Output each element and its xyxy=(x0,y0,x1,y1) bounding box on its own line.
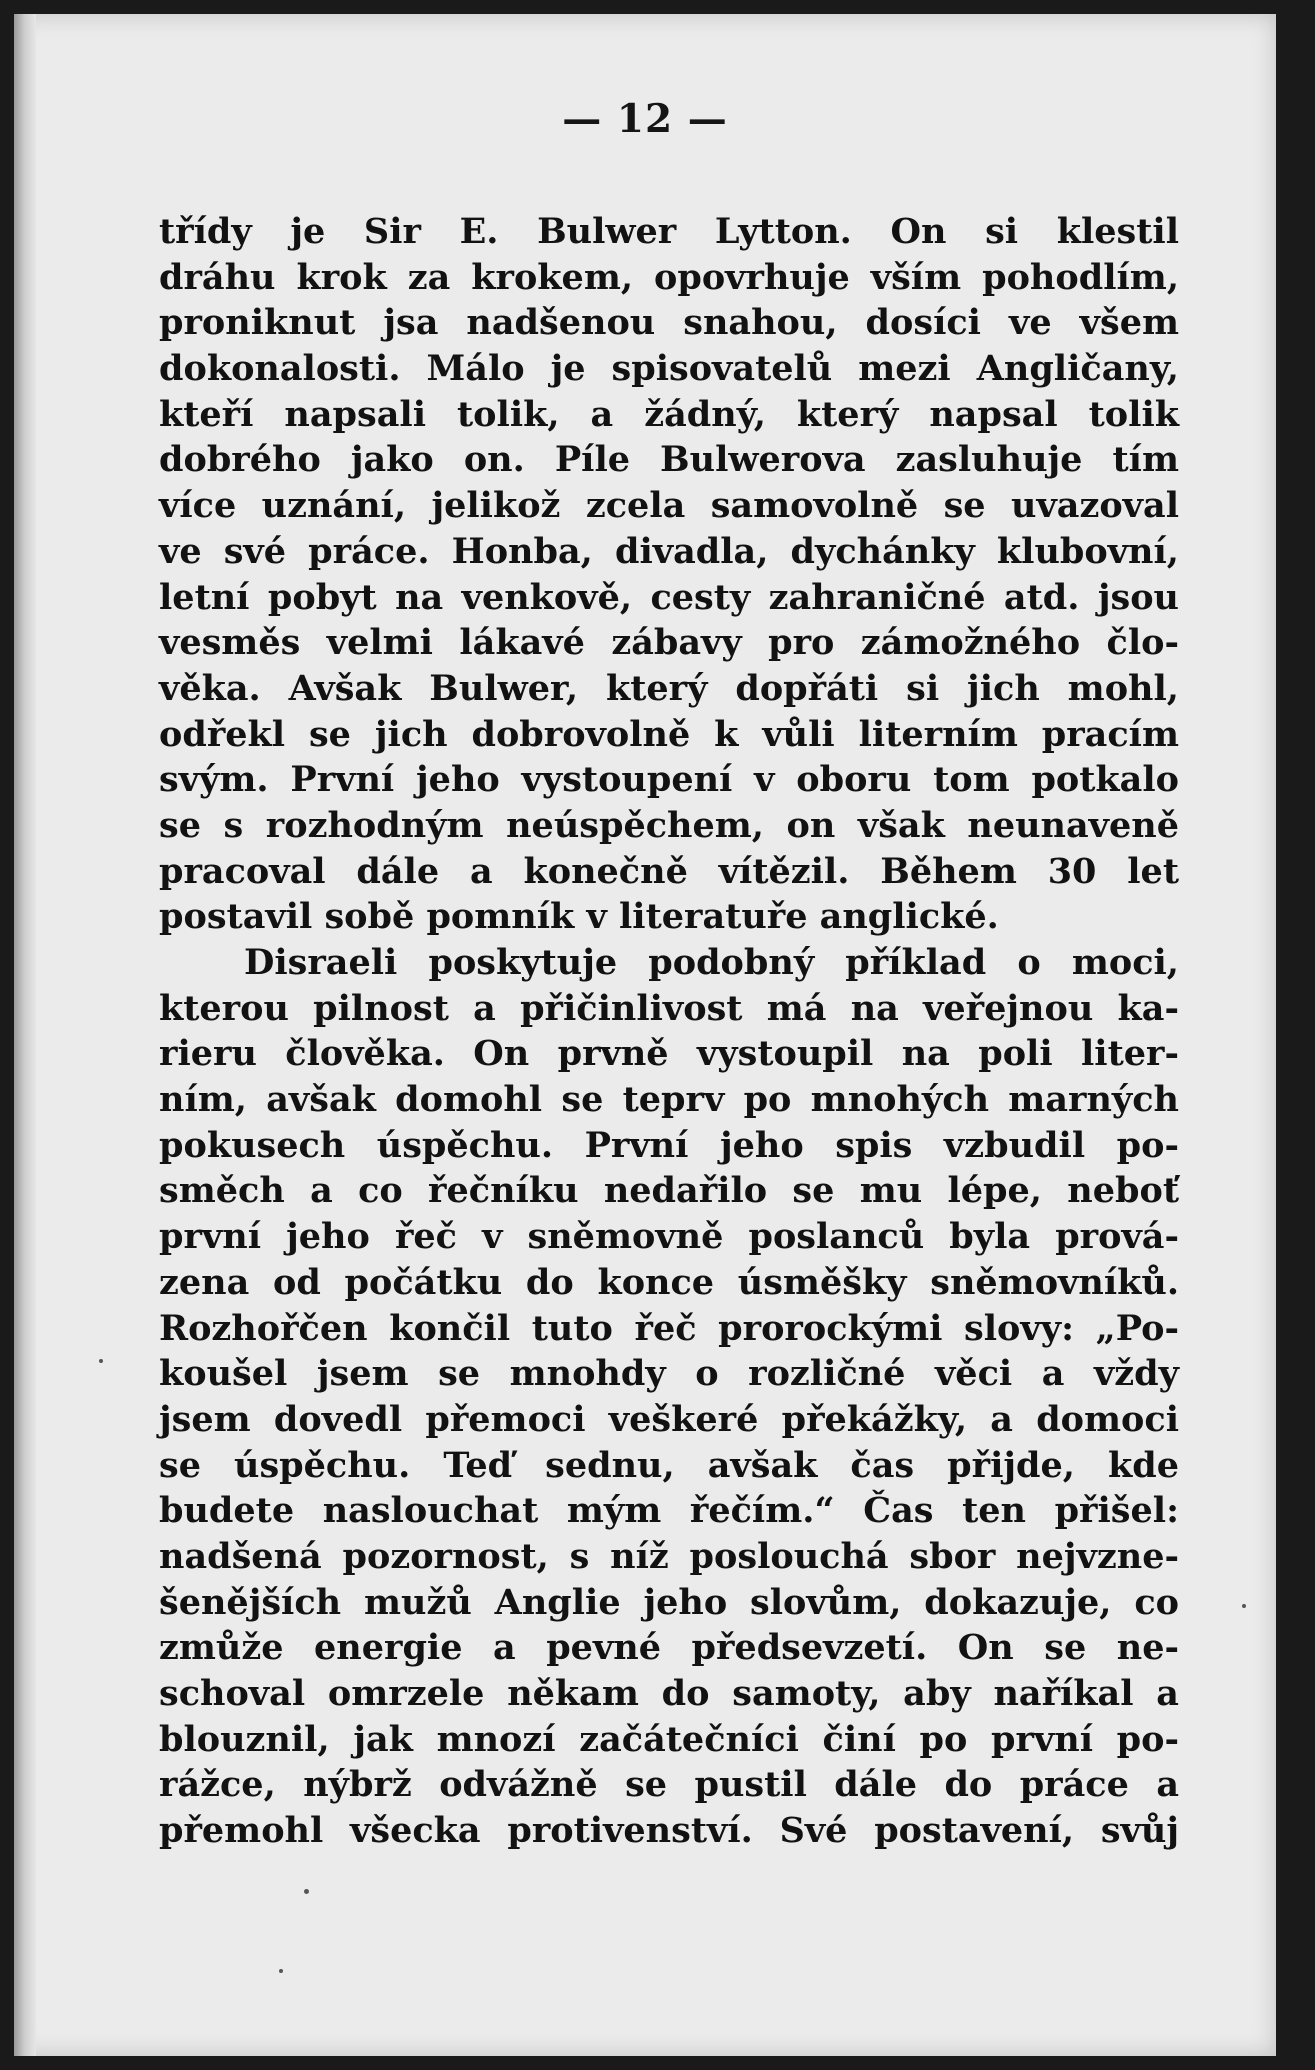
text-line: první jeho řeč v sněmovně poslanců byla prová- xyxy=(159,1216,1179,1258)
text-line: ním, avšak domohl se teprv po mnohých marných xyxy=(159,1079,1179,1121)
text-line: proniknut jsa nadšenou snahou, dosíci ve všem xyxy=(159,302,1179,344)
text-line: rážce, nýbrž odvážně se pustil dále do práce a xyxy=(159,1764,1179,1806)
text-line: zena od počátku do konce úsměšky sněmovníků. xyxy=(159,1261,1179,1303)
text-line: odřekl se jich dobrovolně k vůli literním pracím xyxy=(159,713,1179,755)
text-line: svým. První jeho vystoupení v oboru tom potkalo xyxy=(159,759,1179,801)
text-line: kteří napsali tolik, a žádný, který napsal tolik xyxy=(159,393,1179,435)
print-speck xyxy=(279,1969,283,1973)
text-line: přemohl všecka protivenství. Své postavení, svůj xyxy=(159,1810,1179,1852)
text-line: rieru člověka. On prvně vystoupil na poli liter- xyxy=(159,1033,1179,1075)
paragraph-end-line: postavil sobě pomník v literatuře anglické. xyxy=(159,896,999,938)
text-line: dráhu krok za krokem, opovrhuje vším pohodlím, xyxy=(159,256,1179,298)
text-line: šenějších mužů Anglie jeho slovům, dokazuje, co xyxy=(159,1581,1179,1623)
text-line: kterou pilnost a přičinlivost má na veřejnou ka- xyxy=(159,987,1179,1029)
text-line: jsem dovedl přemoci veškeré překážky, a domoci xyxy=(159,1398,1179,1440)
print-speck xyxy=(1242,1604,1246,1608)
text-line: se úspěchu. Teď sednu, avšak čas přijde, kde xyxy=(159,1444,1179,1486)
book-page xyxy=(14,14,1276,2056)
text-line: letní pobyt na venkově, cesty zahraničné atd. jsou xyxy=(159,576,1179,618)
body-text xyxy=(159,209,1179,1854)
text-line: koušel jsem se mnohdy o rozličné věci a vždy xyxy=(159,1353,1179,1395)
text-line: více uznání, jelikož zcela samovolně se uvazoval xyxy=(159,485,1179,527)
text-line: směch a co řečníku nedařilo se mu lépe, neboť xyxy=(159,1170,1179,1212)
page-spine-edge xyxy=(14,14,36,2056)
text-line: blouznil, jak mnozí začátečníci činí po první po- xyxy=(159,1718,1179,1760)
text-line: pracoval dále a konečně vítězil. Během 30 let xyxy=(159,850,1179,892)
text-line: nadšená pozornost, s níž poslouchá sbor nejvzne- xyxy=(159,1535,1179,1577)
text-line: ve své práce. Honba, divadla, dychánky klubovní, xyxy=(159,530,1179,572)
text-line: schoval omrzele někam do samoty, aby naříkal a xyxy=(159,1673,1179,1714)
text-line: pokusech úspěchu. První jeho spis vzbudil po- xyxy=(159,1124,1179,1166)
print-speck xyxy=(304,1889,309,1894)
text-line: věka. Avšak Bulwer, který dopřáti si jich mohl, xyxy=(159,667,1179,709)
page-number: — 12 — xyxy=(562,96,728,142)
print-speck xyxy=(99,1359,103,1363)
text-line: dokonalosti. Málo je spisovatelů mezi Angličany, xyxy=(159,348,1179,390)
text-line: se s rozhodným neúspěchem, on však neunaveně xyxy=(159,804,1179,846)
text-line: dobrého jako on. Píle Bulwerova zasluhuje tím xyxy=(159,439,1179,481)
text-line: budete naslouchat mým řečím.“ Čas ten přišel: xyxy=(159,1490,1179,1532)
text-line: Rozhořčen končil tuto řeč prorockými slovy: „Po- xyxy=(159,1307,1179,1349)
text-line: zmůže energie a pevné předsevzetí. On se ne- xyxy=(159,1627,1179,1669)
paragraph-start-line: Disraeli poskytuje podobný příklad o moci, xyxy=(244,942,1179,983)
text-line: třídy je Sir E. Bulwer Lytton. On si klestil xyxy=(159,211,1179,252)
text-line: vesměs velmi lákavé zábavy pro zámožného člo- xyxy=(159,622,1179,664)
